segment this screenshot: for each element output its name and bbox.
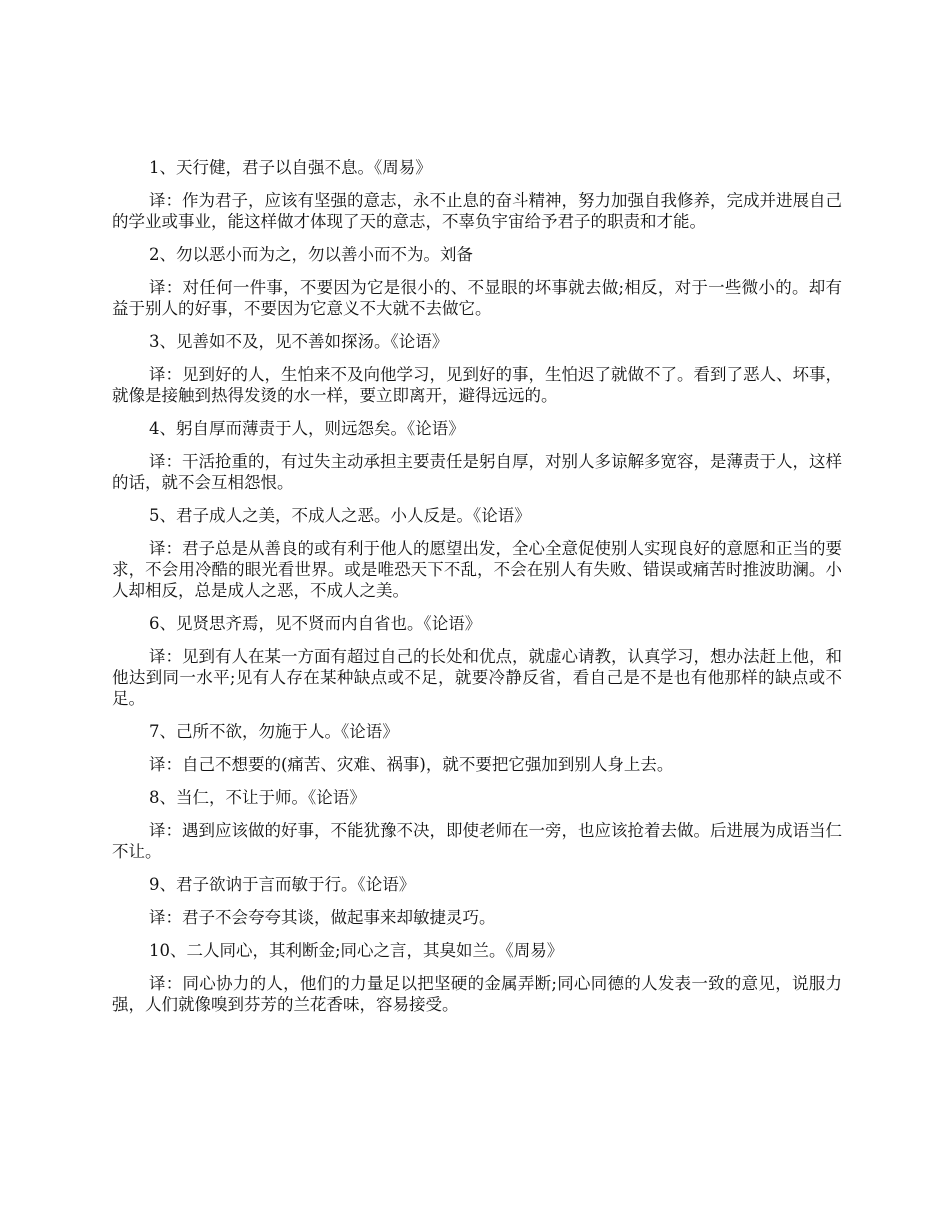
translation-1: 译：作为君子，应该有坚强的意志，永不止息的奋斗精神，努力加强自我修养，完成并进展自己的学业或事业，能这样做才体现了天的意志，不辜负宇宙给予君子的职责和才能。 bbox=[112, 191, 842, 231]
translation-8: 译：遇到应该做的好事，不能犹豫不决，即使老师在一旁，也应该抢着去做。后进展为成语当仁不让。 bbox=[112, 821, 842, 861]
quote-6: 6、见贤思齐焉，见不贤而内自省也。《论语》 bbox=[149, 614, 482, 633]
translation-9: 译：君子不会夸夸其谈，做起事来却敏捷灵巧。 bbox=[149, 908, 496, 927]
translation-4: 译：干活抢重的，有过失主动承担主要责任是躬自厚，对别人多谅解多宽容，是薄责于人，这样的话，就不会互相怨恨。 bbox=[112, 452, 842, 492]
quote-8: 8、当仁，不让于师。《论语》 bbox=[149, 788, 366, 807]
translation-3: 译：见到好的人，生怕来不及向他学习，见到好的事，生怕迟了就做不了。看到了恶人、坏事，就像是接触到热得发烫的水一样，要立即离开，避得远远的。 bbox=[112, 365, 842, 405]
document-body bbox=[112, 157, 842, 1027]
quote-2: 2、勿以恶小而为之，勿以善小而不为。刘备 bbox=[149, 245, 473, 264]
quote-1: 1、天行健，君子以自强不息。《周易》 bbox=[149, 158, 432, 177]
quote-7: 7、己所不欲，勿施于人。《论语》 bbox=[149, 722, 399, 741]
quote-4: 4、躬自厚而薄责于人，则远怨矣。《论语》 bbox=[149, 419, 465, 438]
quote-5: 5、君子成人之美，不成人之恶。小人反是。《论语》 bbox=[149, 506, 531, 525]
translation-2: 译：对任何一件事，不要因为它是很小的、不显眼的坏事就去做;相反，对于一些微小的。却有益于别人的好事，不要因为它意义不大就不去做它。 bbox=[112, 278, 842, 318]
translation-6: 译：见到有人在某一方面有超过自己的长处和优点，就虚心请教，认真学习，想办法赶上他，和他达到同一水平;见有人存在某种缺点或不足，就要冷静反省，看自己是不是也有他那样的缺点或不足。 bbox=[112, 647, 842, 708]
quote-9: 9、君子欲讷于言而敏于行。《论语》 bbox=[149, 875, 416, 894]
quote-10: 10、二人同心，其利断金;同心之言，其臭如兰。《周易》 bbox=[149, 941, 564, 960]
quote-3: 3、见善如不及，见不善如探汤。《论语》 bbox=[149, 332, 449, 351]
translation-5: 译：君子总是从善良的或有利于他人的愿望出发，全心全意促使别人实现良好的意愿和正当的要求，不会用冷酷的眼光看世界。或是唯恐天下不乱，不会在别人有失败、错误或痛苦时推波助澜。小人却相反，总是成人之恶，不成人之美。 bbox=[112, 539, 842, 600]
translation-10: 译：同心协力的人，他们的力量足以把坚硬的金属弄断;同心同德的人发表一致的意见，说服力强，人们就像嗅到芬芳的兰花香味，容易接受。 bbox=[112, 974, 842, 1014]
translation-7: 译：自己不想要的(痛苦、灾难、祸事)，就不要把它强加到别人身上去。 bbox=[149, 755, 674, 774]
